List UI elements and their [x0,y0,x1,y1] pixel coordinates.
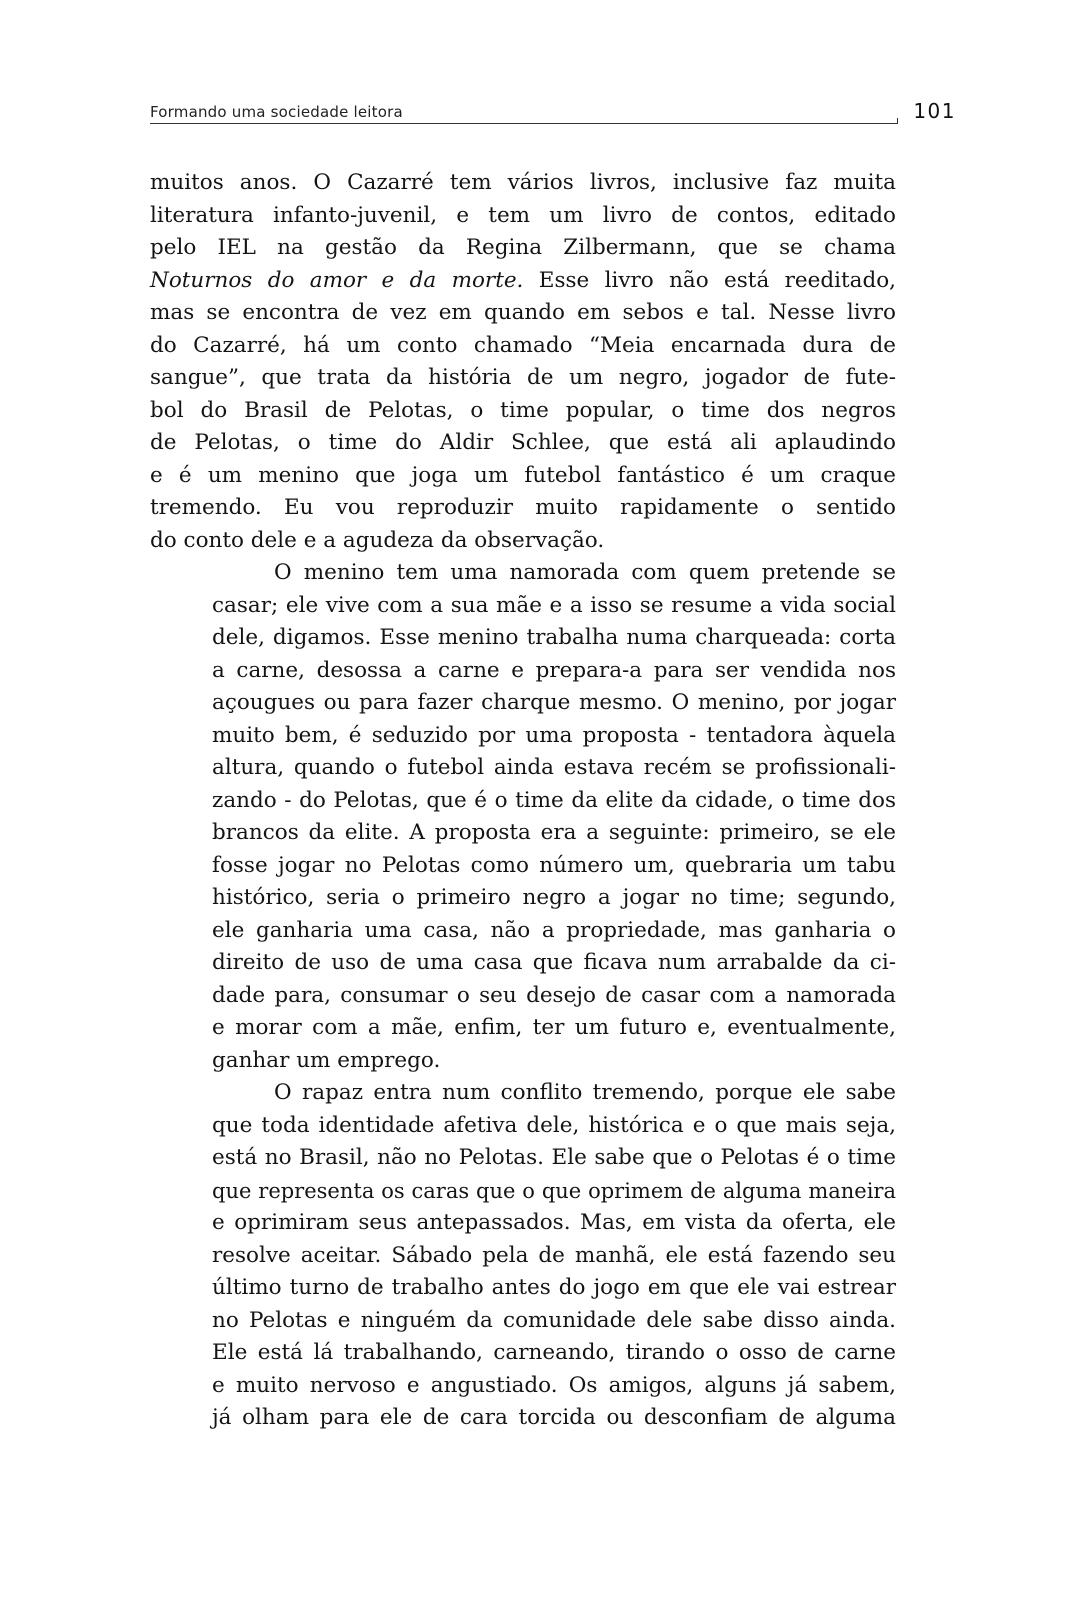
running-header-title: Formando uma sociedade leitora [150,103,403,121]
text-line: histórico, seria o primeiro negro a jogar no time; segundo, [212,885,896,910]
text-line: que representa os caras que o que oprimem de alguma maneira [212,1178,896,1203]
text-line: ele ganharia uma casa, não a propriedade, mas ganharia o [212,917,896,943]
text-line: zando - do Pelotas, que é o time da elite da cidade, o time dos [212,787,896,813]
text-line: no Pelotas e ninguém da comunidade dele sabe disso ainda. [212,1307,896,1333]
text-line: açougues ou para fazer charque mesmo. O menino, por jogar [212,690,896,715]
text-line: fosse jogar no Pelotas como número um, quebraria um tabu [212,852,896,878]
text-line: dele, digamos. Esse menino trabalha numa charqueada: corta [212,625,896,650]
text-line: resolve aceitar. Sábado pela de manhã, ele está fazendo seu [212,1242,896,1268]
paragraph-3 [150,1077,896,1435]
text-line: direito de uso de uma casa que ficava num arrabalde da ci- [212,950,896,975]
text-line: muitos anos. O Cazarré tem vários livros, inclusive faz muita [150,170,896,195]
text-line: casar; ele vive com a sua mãe e a isso se resume a vida social [212,592,896,618]
text-line: O menino tem uma namorada com quem pretende se [274,560,896,585]
text-line: e é um menino que joga um futebol fantástico é um craque [150,462,896,488]
text-line [150,265,896,298]
text-line: literatura infanto-juvenil, e tem um livro de contos, editado [150,202,896,228]
page-number: 101 [913,99,956,123]
text-line: pelo IEL na gestão da Regina Zilbermann, que se chama [150,235,896,260]
text-line: do Cazarré, há um conto chamado “Meia encarnada dura de [150,332,896,358]
text-line: bol do Brasil de Pelotas, o time popular, o time dos negros [150,397,896,423]
text-line: Ele está lá trabalhando, carneando, tirando o osso de carne [212,1340,896,1365]
text-line: e oprimiram seus antepassados. Mas, em vista da oferta, ele [212,1210,896,1235]
paragraph-1 [150,167,896,557]
text-line: ganhar um emprego. [212,1047,441,1073]
running-header [150,99,960,131]
paragraph-2 [150,557,896,1077]
text-line: tremendo. Eu vou reproduzir muito rapidamente o sentido [150,495,896,520]
text-line: altura, quando o futebol ainda estava recém se profissionali- [212,755,896,780]
text-line: brancos da elite. A proposta era a seguinte: primeiro, se ele [212,820,896,845]
text-line: e morar com a mãe, enfim, ter um futuro e, eventualmente, [212,1015,896,1040]
text-line: mas se encontra de vez em quando em sebos e tal. Nesse livro [150,300,896,325]
text-line: dade para, consumar o seu desejo de casar com a namorada [212,982,896,1008]
text-fragment: Esse livro não está reeditado, [538,267,896,293]
text-line: do conto dele e a agudeza da observação. [150,527,605,553]
text-line: sangue”, que trata da história de um negro, jogador de fute- [150,365,896,390]
book-title-italic: Noturnos do amor e da morte. [150,267,524,293]
text-line: muito bem, é seduzido por uma proposta - tentadora àquela [212,722,896,748]
text-line: O rapaz entra num conflito tremendo, porque ele sabe [274,1080,896,1105]
text-line: que toda identidade afetiva dele, histórica e o que mais seja, [212,1112,896,1138]
text-line: último turno de trabalho antes do jogo em que ele vai estrear [212,1275,896,1300]
text-line: a carne, desossa a carne e prepara-a para ser vendida nos [212,657,896,683]
header-rule-tick [897,118,898,124]
text-line: de Pelotas, o time do Aldir Schlee, que está ali aplaudindo [150,430,896,455]
body-text [150,167,896,1435]
header-rule [150,123,898,124]
text-line: está no Brasil, não no Pelotas. Ele sabe que o Pelotas é o time [212,1145,896,1170]
text-line: e muito nervoso e angustiado. Os amigos, alguns já sabem, [212,1372,896,1398]
text-line: já olham para ele de cara torcida ou desconfiam de alguma [212,1405,896,1430]
